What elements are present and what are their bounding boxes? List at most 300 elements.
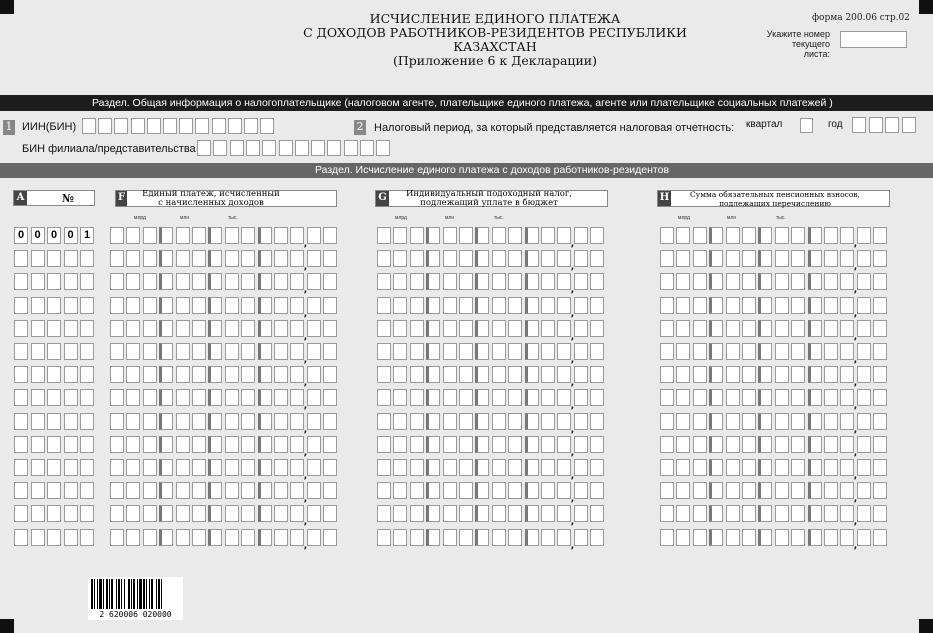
amount-cell-g[interactable] (426, 343, 440, 360)
amount-cell-f[interactable] (303, 505, 321, 528)
amount-cell-g[interactable] (475, 413, 489, 430)
amount-cell-f[interactable] (241, 343, 255, 360)
row-number-cell[interactable] (14, 343, 28, 360)
amount-cell-g[interactable] (377, 529, 391, 546)
amount-cell-g[interactable] (557, 297, 571, 314)
amount-cell-h[interactable] (873, 413, 887, 430)
amount-cell-g[interactable] (393, 297, 407, 314)
amount-cell-h[interactable] (873, 505, 887, 522)
amount-cell-f[interactable] (110, 482, 124, 499)
amount-cell-g[interactable] (570, 320, 588, 342)
amount-cell-f[interactable] (176, 273, 190, 290)
row-number-cell[interactable] (80, 273, 94, 290)
row-number-cell[interactable] (31, 459, 45, 476)
row-number-cell[interactable]: 0 (14, 227, 28, 244)
amount-cell-g[interactable] (570, 227, 588, 249)
amount-cell-g[interactable] (393, 250, 407, 267)
amount-cell-f[interactable] (323, 366, 337, 383)
amount-cell-f[interactable] (159, 273, 173, 290)
amount-cell-f[interactable] (274, 389, 288, 406)
amount-cell-f[interactable] (159, 297, 173, 314)
amount-cell-f[interactable] (126, 227, 140, 244)
amount-cell-g[interactable] (393, 505, 407, 522)
amount-cell-f[interactable] (258, 389, 272, 406)
amount-cell-g[interactable] (541, 413, 555, 430)
amount-cell-h[interactable] (840, 529, 854, 546)
amount-cell-h[interactable] (791, 320, 805, 337)
amount-cell-h[interactable] (709, 366, 723, 383)
amount-cell-h[interactable] (660, 320, 674, 337)
amount-cell-h[interactable] (824, 413, 838, 430)
amount-cell-h[interactable] (660, 529, 674, 546)
amount-cell-g[interactable] (393, 389, 407, 406)
amount-cell-f[interactable] (290, 366, 304, 383)
amount-cell-g[interactable] (426, 273, 440, 290)
amount-cell-h[interactable] (660, 343, 674, 360)
amount-cell-h[interactable] (775, 227, 789, 244)
amount-cell-g[interactable] (557, 459, 571, 476)
amount-cell-f[interactable] (208, 436, 222, 453)
amount-cell-g[interactable] (557, 482, 571, 499)
amount-cell-g[interactable] (590, 320, 604, 337)
amount-cell-h[interactable] (676, 250, 690, 267)
amount-cell-h[interactable] (693, 343, 707, 360)
amount-cell-g[interactable] (541, 320, 555, 337)
amount-cell-h[interactable] (824, 459, 838, 476)
amount-cell-g[interactable] (459, 482, 473, 499)
amount-cell-h[interactable] (726, 343, 740, 360)
amount-cell-g[interactable] (426, 366, 440, 383)
amount-cell-f[interactable] (126, 250, 140, 267)
amount-cell-g[interactable] (459, 227, 473, 244)
amount-cell-g[interactable] (410, 413, 424, 430)
amount-cell-g[interactable] (377, 436, 391, 453)
amount-cell-f[interactable] (208, 343, 222, 360)
amount-cell-f[interactable] (176, 297, 190, 314)
row-number-cell[interactable] (64, 343, 78, 360)
amount-cell-g[interactable] (410, 250, 424, 267)
iin-cell[interactable] (147, 118, 161, 134)
amount-cell-h[interactable] (693, 389, 707, 406)
amount-cell-f[interactable] (110, 250, 124, 267)
branch-bin-cell[interactable] (213, 140, 227, 156)
amount-cell-g[interactable] (410, 459, 424, 476)
amount-cell-h[interactable] (791, 227, 805, 244)
amount-cell-f[interactable] (110, 529, 124, 546)
amount-cell-h[interactable] (775, 320, 789, 337)
amount-cell-g[interactable] (426, 320, 440, 337)
amount-cell-f[interactable] (225, 436, 239, 453)
amount-cell-f[interactable] (126, 389, 140, 406)
row-number-cell[interactable] (64, 482, 78, 499)
amount-cell-g[interactable] (393, 436, 407, 453)
amount-cell-g[interactable] (410, 505, 424, 522)
row-number-cell[interactable] (31, 505, 45, 522)
amount-cell-f[interactable] (159, 343, 173, 360)
amount-cell-g[interactable] (508, 505, 522, 522)
amount-cell-f[interactable] (110, 343, 124, 360)
amount-cell-h[interactable] (840, 227, 854, 244)
amount-cell-f[interactable] (303, 413, 321, 435)
amount-cell-g[interactable] (426, 227, 440, 244)
amount-cell-g[interactable] (508, 366, 522, 383)
amount-cell-f[interactable] (126, 273, 140, 290)
amount-cell-h[interactable] (660, 505, 674, 522)
amount-cell-g[interactable] (492, 366, 506, 383)
amount-cell-f[interactable] (258, 343, 272, 360)
amount-cell-g[interactable] (475, 250, 489, 267)
amount-cell-h[interactable] (709, 436, 723, 453)
amount-cell-f[interactable] (208, 273, 222, 290)
amount-cell-f[interactable] (274, 436, 288, 453)
amount-cell-h[interactable] (840, 459, 854, 476)
amount-cell-g[interactable] (570, 459, 588, 481)
row-number-cell[interactable] (14, 413, 28, 430)
amount-cell-g[interactable] (410, 343, 424, 360)
amount-cell-h[interactable] (709, 413, 723, 430)
row-number-cell[interactable] (31, 436, 45, 453)
row-number-cell[interactable] (80, 413, 94, 430)
row-number-cell[interactable] (31, 297, 45, 314)
amount-cell-f[interactable] (176, 366, 190, 383)
amount-cell-g[interactable] (475, 389, 489, 406)
row-number-cell[interactable] (47, 389, 61, 406)
amount-cell-h[interactable] (791, 505, 805, 522)
amount-cell-f[interactable] (208, 320, 222, 337)
row-number-cell[interactable] (64, 529, 78, 546)
amount-cell-g[interactable] (508, 529, 522, 546)
amount-cell-f[interactable] (241, 529, 255, 546)
amount-cell-f[interactable] (323, 459, 337, 476)
amount-cell-h[interactable] (775, 297, 789, 314)
amount-cell-h[interactable] (775, 273, 789, 290)
amount-cell-f[interactable] (241, 273, 255, 290)
amount-cell-h[interactable] (853, 505, 871, 528)
amount-cell-f[interactable] (290, 389, 304, 406)
row-number-cell[interactable] (14, 505, 28, 522)
amount-cell-h[interactable] (742, 320, 756, 337)
amount-cell-h[interactable] (742, 529, 756, 546)
amount-cell-h[interactable] (726, 273, 740, 290)
amount-cell-f[interactable] (143, 227, 157, 244)
amount-cell-h[interactable] (775, 505, 789, 522)
amount-cell-h[interactable] (660, 389, 674, 406)
amount-cell-f[interactable] (258, 413, 272, 430)
amount-cell-f[interactable] (208, 250, 222, 267)
amount-cell-g[interactable] (590, 505, 604, 522)
amount-cell-g[interactable] (426, 482, 440, 499)
amount-cell-f[interactable] (274, 482, 288, 499)
amount-cell-h[interactable] (709, 273, 723, 290)
amount-cell-h[interactable] (840, 436, 854, 453)
amount-cell-h[interactable] (758, 482, 772, 499)
amount-cell-g[interactable] (459, 436, 473, 453)
amount-cell-f[interactable] (110, 227, 124, 244)
iin-cell[interactable] (131, 118, 145, 134)
amount-cell-h[interactable] (726, 529, 740, 546)
amount-cell-h[interactable] (709, 482, 723, 499)
amount-cell-f[interactable] (192, 297, 206, 314)
amount-cell-f[interactable] (159, 389, 173, 406)
amount-cell-h[interactable] (873, 250, 887, 267)
amount-cell-h[interactable] (808, 459, 822, 476)
amount-cell-g[interactable] (492, 250, 506, 267)
amount-cell-f[interactable] (323, 227, 337, 244)
amount-cell-h[interactable] (726, 459, 740, 476)
amount-cell-g[interactable] (492, 297, 506, 314)
row-number-cell[interactable] (64, 273, 78, 290)
amount-cell-f[interactable] (241, 320, 255, 337)
amount-cell-f[interactable] (176, 320, 190, 337)
iin-cell[interactable] (82, 118, 96, 134)
amount-cell-g[interactable] (570, 250, 588, 273)
amount-cell-g[interactable] (475, 529, 489, 546)
amount-cell-f[interactable] (274, 320, 288, 337)
amount-cell-h[interactable] (742, 250, 756, 267)
amount-cell-f[interactable] (126, 413, 140, 430)
amount-cell-h[interactable] (726, 413, 740, 430)
branch-bin-cell[interactable] (376, 140, 390, 156)
amount-cell-g[interactable] (570, 529, 588, 551)
amount-cell-g[interactable] (426, 297, 440, 314)
amount-cell-h[interactable] (808, 297, 822, 314)
amount-cell-f[interactable] (241, 250, 255, 267)
year-cell[interactable] (885, 117, 899, 133)
row-number-cell[interactable] (14, 250, 28, 267)
amount-cell-g[interactable] (410, 320, 424, 337)
amount-cell-h[interactable] (791, 389, 805, 406)
amount-cell-h[interactable] (824, 343, 838, 360)
amount-cell-h[interactable] (840, 505, 854, 522)
amount-cell-f[interactable] (176, 250, 190, 267)
amount-cell-f[interactable] (176, 529, 190, 546)
amount-cell-h[interactable] (693, 436, 707, 453)
amount-cell-h[interactable] (726, 482, 740, 499)
amount-cell-g[interactable] (590, 297, 604, 314)
amount-cell-g[interactable] (492, 273, 506, 290)
amount-cell-f[interactable] (110, 273, 124, 290)
amount-cell-h[interactable] (660, 459, 674, 476)
amount-cell-g[interactable] (525, 389, 539, 406)
amount-cell-f[interactable] (192, 366, 206, 383)
amount-cell-h[interactable] (676, 505, 690, 522)
amount-cell-h[interactable] (824, 505, 838, 522)
amount-cell-h[interactable] (873, 436, 887, 453)
amount-cell-g[interactable] (393, 227, 407, 244)
amount-cell-g[interactable] (541, 297, 555, 314)
amount-cell-h[interactable] (758, 297, 772, 314)
amount-cell-g[interactable] (492, 413, 506, 430)
amount-cell-g[interactable] (443, 413, 457, 430)
amount-cell-g[interactable] (443, 343, 457, 360)
amount-cell-g[interactable] (492, 320, 506, 337)
amount-cell-h[interactable] (791, 297, 805, 314)
amount-cell-h[interactable] (791, 366, 805, 383)
amount-cell-f[interactable] (159, 482, 173, 499)
row-number-cell[interactable] (31, 482, 45, 499)
row-number-cell[interactable] (47, 459, 61, 476)
amount-cell-f[interactable] (225, 297, 239, 314)
row-number-cell[interactable] (80, 366, 94, 383)
amount-cell-g[interactable] (426, 389, 440, 406)
amount-cell-h[interactable] (775, 529, 789, 546)
amount-cell-g[interactable] (590, 343, 604, 360)
amount-cell-g[interactable] (475, 273, 489, 290)
amount-cell-f[interactable] (110, 366, 124, 383)
amount-cell-h[interactable] (808, 413, 822, 430)
amount-cell-h[interactable] (758, 320, 772, 337)
amount-cell-g[interactable] (410, 366, 424, 383)
row-number-cell[interactable] (64, 250, 78, 267)
amount-cell-h[interactable] (808, 389, 822, 406)
row-number-cell[interactable] (14, 389, 28, 406)
amount-cell-g[interactable] (590, 273, 604, 290)
amount-cell-g[interactable] (590, 529, 604, 546)
row-number-cell[interactable] (64, 297, 78, 314)
amount-cell-f[interactable] (241, 436, 255, 453)
amount-cell-g[interactable] (508, 320, 522, 337)
amount-cell-h[interactable] (742, 366, 756, 383)
amount-cell-g[interactable] (557, 389, 571, 406)
amount-cell-g[interactable] (443, 227, 457, 244)
amount-cell-g[interactable] (525, 436, 539, 453)
amount-cell-f[interactable] (303, 366, 321, 389)
amount-cell-h[interactable] (775, 482, 789, 499)
amount-cell-f[interactable] (208, 227, 222, 244)
amount-cell-g[interactable] (508, 273, 522, 290)
amount-cell-f[interactable] (208, 297, 222, 314)
iin-cell[interactable] (179, 118, 193, 134)
amount-cell-f[interactable] (323, 436, 337, 453)
amount-cell-f[interactable] (143, 297, 157, 314)
amount-cell-f[interactable] (290, 250, 304, 267)
amount-cell-h[interactable] (709, 389, 723, 406)
amount-cell-f[interactable] (323, 250, 337, 267)
amount-cell-g[interactable] (525, 482, 539, 499)
amount-cell-h[interactable] (808, 250, 822, 267)
row-number-cell[interactable] (64, 459, 78, 476)
amount-cell-f[interactable] (192, 320, 206, 337)
row-number-cell[interactable] (80, 529, 94, 546)
amount-cell-h[interactable] (840, 273, 854, 290)
amount-cell-g[interactable] (377, 227, 391, 244)
amount-cell-f[interactable] (323, 320, 337, 337)
amount-cell-g[interactable] (590, 250, 604, 267)
amount-cell-h[interactable] (808, 227, 822, 244)
amount-cell-h[interactable] (853, 529, 871, 551)
amount-cell-f[interactable] (192, 273, 206, 290)
row-number-cell[interactable] (64, 413, 78, 430)
amount-cell-g[interactable] (541, 389, 555, 406)
amount-cell-g[interactable] (570, 482, 588, 505)
branch-bin-cell[interactable] (279, 140, 293, 156)
amount-cell-f[interactable] (303, 227, 321, 249)
amount-cell-h[interactable] (853, 273, 871, 296)
amount-cell-g[interactable] (377, 297, 391, 314)
amount-cell-h[interactable] (693, 273, 707, 290)
amount-cell-h[interactable] (873, 459, 887, 476)
amount-cell-h[interactable] (709, 343, 723, 360)
row-number-cell[interactable] (14, 459, 28, 476)
amount-cell-f[interactable] (208, 459, 222, 476)
year-cell[interactable] (852, 117, 866, 133)
amount-cell-h[interactable] (808, 273, 822, 290)
amount-cell-g[interactable] (393, 273, 407, 290)
iin-cell[interactable] (244, 118, 258, 134)
amount-cell-f[interactable] (290, 320, 304, 337)
amount-cell-g[interactable] (475, 227, 489, 244)
amount-cell-g[interactable] (410, 436, 424, 453)
amount-cell-f[interactable] (225, 413, 239, 430)
amount-cell-g[interactable] (508, 250, 522, 267)
amount-cell-f[interactable] (225, 505, 239, 522)
row-number-cell[interactable] (31, 343, 45, 360)
amount-cell-g[interactable] (393, 482, 407, 499)
amount-cell-g[interactable] (443, 273, 457, 290)
amount-cell-h[interactable] (808, 529, 822, 546)
row-number-cell[interactable] (14, 273, 28, 290)
amount-cell-h[interactable] (853, 250, 871, 273)
amount-cell-h[interactable] (824, 273, 838, 290)
amount-cell-g[interactable] (377, 250, 391, 267)
amount-cell-h[interactable] (853, 389, 871, 412)
amount-cell-h[interactable] (676, 227, 690, 244)
amount-cell-h[interactable] (873, 529, 887, 546)
amount-cell-f[interactable] (258, 320, 272, 337)
amount-cell-f[interactable] (323, 529, 337, 546)
amount-cell-f[interactable] (303, 529, 321, 551)
amount-cell-g[interactable] (377, 413, 391, 430)
amount-cell-g[interactable] (410, 227, 424, 244)
amount-cell-g[interactable] (541, 366, 555, 383)
amount-cell-g[interactable] (570, 343, 588, 365)
amount-cell-f[interactable] (192, 413, 206, 430)
amount-cell-f[interactable] (192, 505, 206, 522)
amount-cell-f[interactable] (159, 227, 173, 244)
amount-cell-h[interactable] (824, 366, 838, 383)
amount-cell-h[interactable] (726, 436, 740, 453)
amount-cell-h[interactable] (824, 482, 838, 499)
amount-cell-g[interactable] (541, 273, 555, 290)
amount-cell-h[interactable] (853, 482, 871, 505)
amount-cell-g[interactable] (541, 505, 555, 522)
amount-cell-g[interactable] (393, 366, 407, 383)
row-number-cell[interactable] (64, 436, 78, 453)
amount-cell-g[interactable] (525, 297, 539, 314)
amount-cell-h[interactable] (791, 250, 805, 267)
amount-cell-g[interactable] (508, 413, 522, 430)
amount-cell-g[interactable] (557, 505, 571, 522)
amount-cell-f[interactable] (258, 250, 272, 267)
amount-cell-g[interactable] (459, 389, 473, 406)
amount-cell-h[interactable] (775, 413, 789, 430)
amount-cell-f[interactable] (192, 227, 206, 244)
amount-cell-h[interactable] (758, 413, 772, 430)
amount-cell-g[interactable] (393, 320, 407, 337)
amount-cell-f[interactable] (290, 436, 304, 453)
row-number-cell[interactable] (47, 320, 61, 337)
amount-cell-f[interactable] (110, 297, 124, 314)
amount-cell-h[interactable] (660, 250, 674, 267)
amount-cell-g[interactable] (570, 273, 588, 296)
amount-cell-f[interactable] (192, 529, 206, 546)
amount-cell-g[interactable] (570, 389, 588, 412)
row-number-cell[interactable] (47, 366, 61, 383)
amount-cell-f[interactable] (192, 459, 206, 476)
amount-cell-g[interactable] (393, 529, 407, 546)
amount-cell-h[interactable] (709, 227, 723, 244)
amount-cell-h[interactable] (693, 250, 707, 267)
